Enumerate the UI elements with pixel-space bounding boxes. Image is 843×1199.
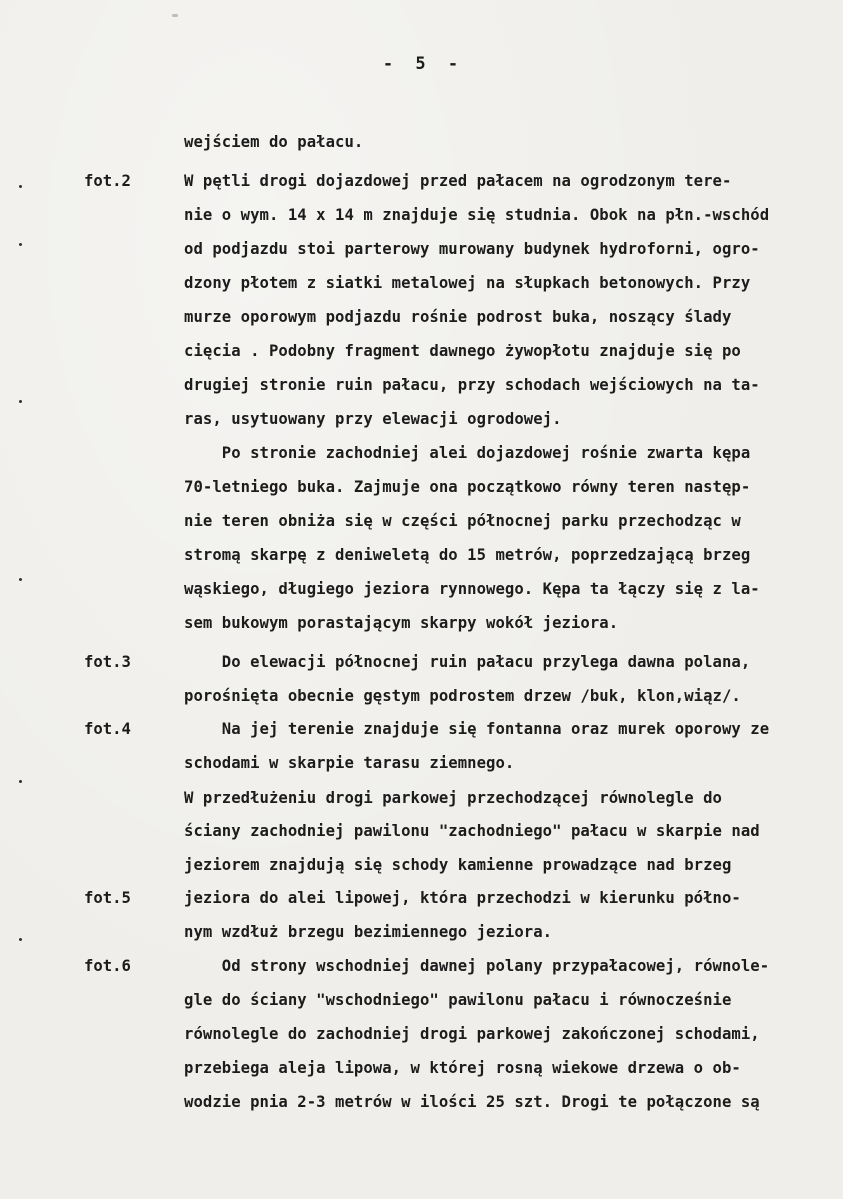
text-line: wąskiego, długiego jeziora rynnowego. Kępa ta łączy się z la-	[184, 580, 760, 598]
text-line: cięcia . Podobny fragment dawnego żywopłotu znajduje się po	[184, 342, 741, 360]
margin-note-fot-4: fot.4	[84, 720, 131, 738]
margin-punch-mark	[19, 243, 22, 246]
text-line: porośnięta obecnie gęstym podrostem drzew /buk, klon,wiąz/.	[184, 687, 741, 705]
margin-note-fot-6: fot.6	[84, 957, 131, 975]
text-line: nie o wym. 14 x 14 m znajduje się studnia. Obok na płn.-wschód	[184, 206, 770, 224]
margin-punch-mark	[19, 578, 22, 581]
text-line: sem bukowym porastającym skarpy wokół jeziora.	[184, 614, 619, 632]
text-line: schodami w skarpie tarasu ziemnego.	[184, 754, 515, 772]
text-line: wodzie pnia 2-3 metrów w ilości 25 szt. Drogi te połączone są	[184, 1093, 760, 1111]
text-line: wejściem do pałacu.	[184, 133, 364, 151]
text-line: 70-letniego buka. Zajmuje ona początkowo równy teren następ-	[184, 478, 751, 496]
margin-punch-mark	[19, 400, 22, 403]
text-line: nym wzdłuż brzegu bezimiennego jeziora.	[184, 923, 553, 941]
text-line: dzony płotem z siatki metalowej na słupkach betonowych. Przy	[184, 274, 751, 292]
text-line: gle do ściany "wschodniego" pawilonu pałacu i równocześnie	[184, 991, 732, 1009]
text-line: Od strony wschodniej dawnej polany przypałacowej, równole-	[184, 957, 770, 975]
paper-mark	[172, 14, 178, 17]
text-line: Do elewacji północnej ruin pałacu przylega dawna polana,	[184, 653, 751, 671]
text-line: jeziorem znajdują się schody kamienne prowadzące nad brzeg	[184, 856, 732, 874]
text-line: ras, usytuowany przy elewacji ogrodowej.	[184, 410, 562, 428]
text-line: nie teren obniża się w części północnej parku przechodząc w	[184, 512, 741, 530]
margin-punch-mark	[19, 938, 22, 941]
margin-note-fot-3: fot.3	[84, 653, 131, 671]
text-line: stromą skarpę z deniweletą do 15 metrów, poprzedzającą brzeg	[184, 546, 751, 564]
margin-punch-mark	[19, 185, 22, 188]
text-line: W pętli drogi dojazdowej przed pałacem na ogrodzonym tere-	[184, 172, 732, 190]
text-line: Po stronie zachodniej alei dojazdowej rośnie zwarta kępa	[184, 444, 751, 462]
text-line: ściany zachodniej pawilonu "zachodniego" pałacu w skarpie nad	[184, 822, 760, 840]
margin-note-fot-2: fot.2	[84, 172, 131, 190]
text-line: przebiega aleja lipowa, w której rosną wiekowe drzewa o ob-	[184, 1059, 741, 1077]
text-line: W przedłużeniu drogi parkowej przechodzącej równolegle do	[184, 789, 722, 807]
text-line: Na jej terenie znajduje się fontanna oraz murek oporowy ze	[184, 720, 770, 738]
text-line: drugiej stronie ruin pałacu, przy schodach wejściowych na ta-	[184, 376, 760, 394]
margin-punch-mark	[19, 780, 22, 783]
text-line: jeziora do alei lipowej, która przechodzi w kierunku półno-	[184, 889, 741, 907]
text-line: od podjazdu stoi parterowy murowany budynek hydroforni, ogro-	[184, 240, 760, 258]
text-line: murze oporowym podjazdu rośnie podrost buka, noszący ślady	[184, 308, 732, 326]
text-line: równolegle do zachodniej drogi parkowej zakończonej schodami,	[184, 1025, 760, 1043]
page-number: - 5 -	[382, 54, 461, 74]
margin-note-fot-5: fot.5	[84, 889, 131, 907]
